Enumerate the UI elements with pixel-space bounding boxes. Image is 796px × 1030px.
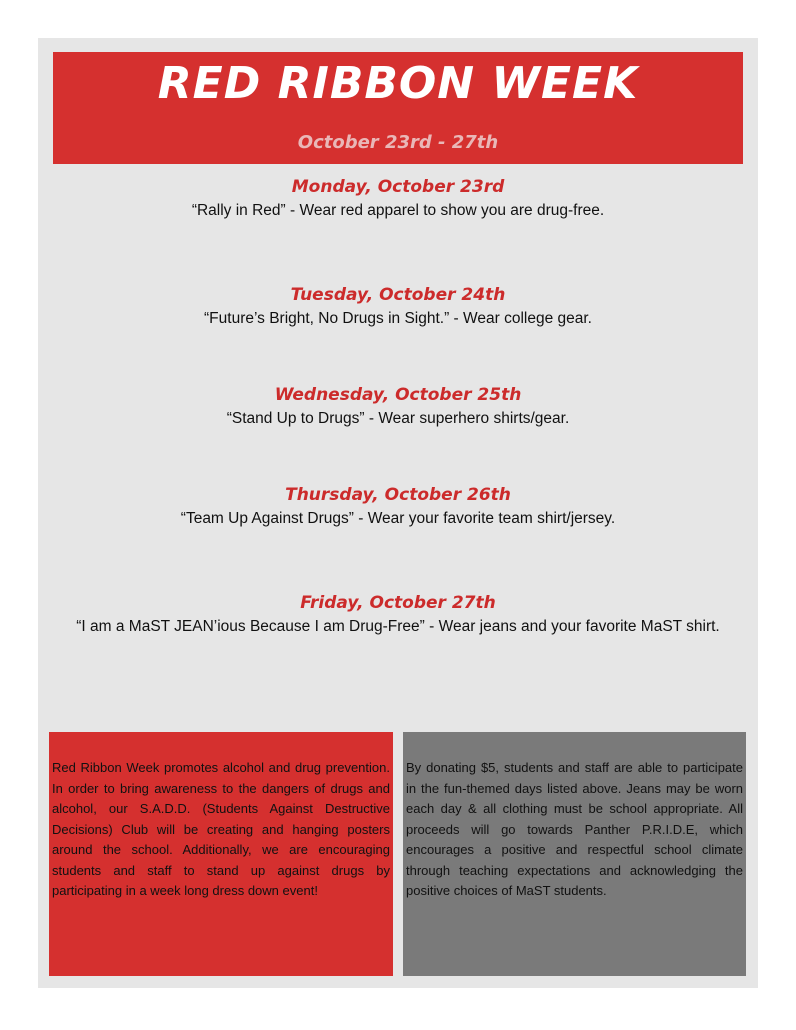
- day-friday: [38, 592, 758, 638]
- info-box-donation: By donating $5, students and staff are able to participate in the fun-themed days listed above. Jeans may be worn each day & all clothing must be school appropriate. All proceeds will go towards Panther P.R.I.D.E, which encourages a positive and respectful school climate through teaching expectations and acknowledging the positive choices of MaST students.: [403, 732, 746, 976]
- day-heading: Friday, October 27th: [300, 593, 496, 613]
- day-heading: Wednesday, October 25th: [274, 385, 522, 405]
- header-banner: [53, 52, 743, 164]
- day-theme: “I am a MaST JEAN’ious Because I am Drug-Free” - Wear jeans and your favorite MaST shirt.: [76, 618, 720, 635]
- day-heading: Thursday, October 26th: [285, 485, 511, 505]
- day-theme: “Future’s Bright, No Drugs in Sight.” - Wear college gear.: [204, 310, 592, 327]
- info-box-awareness: Red Ribbon Week promotes alcohol and drug prevention. In order to bring awareness to the dangers of drugs and alcohol, our S.A.D.D. (Students Against Destructive Decisions) Club will be creating and hanging posters around the school. Additionally, we are encouraging students and staff to stand up against drugs by participating in a week long dress down event!: [49, 732, 393, 976]
- day-tuesday: [38, 284, 758, 330]
- day-theme: “Stand Up to Drugs” - Wear superhero shirts/gear.: [226, 410, 570, 427]
- day-heading: Tuesday, October 24th: [290, 285, 506, 305]
- day-thursday: [38, 484, 758, 530]
- day-theme: “Rally in Red” - Wear red apparel to show you are drug-free.: [191, 202, 605, 219]
- day-monday: [38, 176, 758, 222]
- day-wednesday: [38, 384, 758, 430]
- flyer-page: [38, 38, 758, 988]
- event-dates: October 23rd - 27th: [297, 132, 499, 153]
- page-title: RED RIBBON WEEK: [157, 58, 639, 109]
- day-heading: Monday, October 23rd: [291, 177, 505, 197]
- day-theme: “Team Up Against Drugs” - Wear your favorite team shirt/jersey.: [180, 510, 616, 527]
